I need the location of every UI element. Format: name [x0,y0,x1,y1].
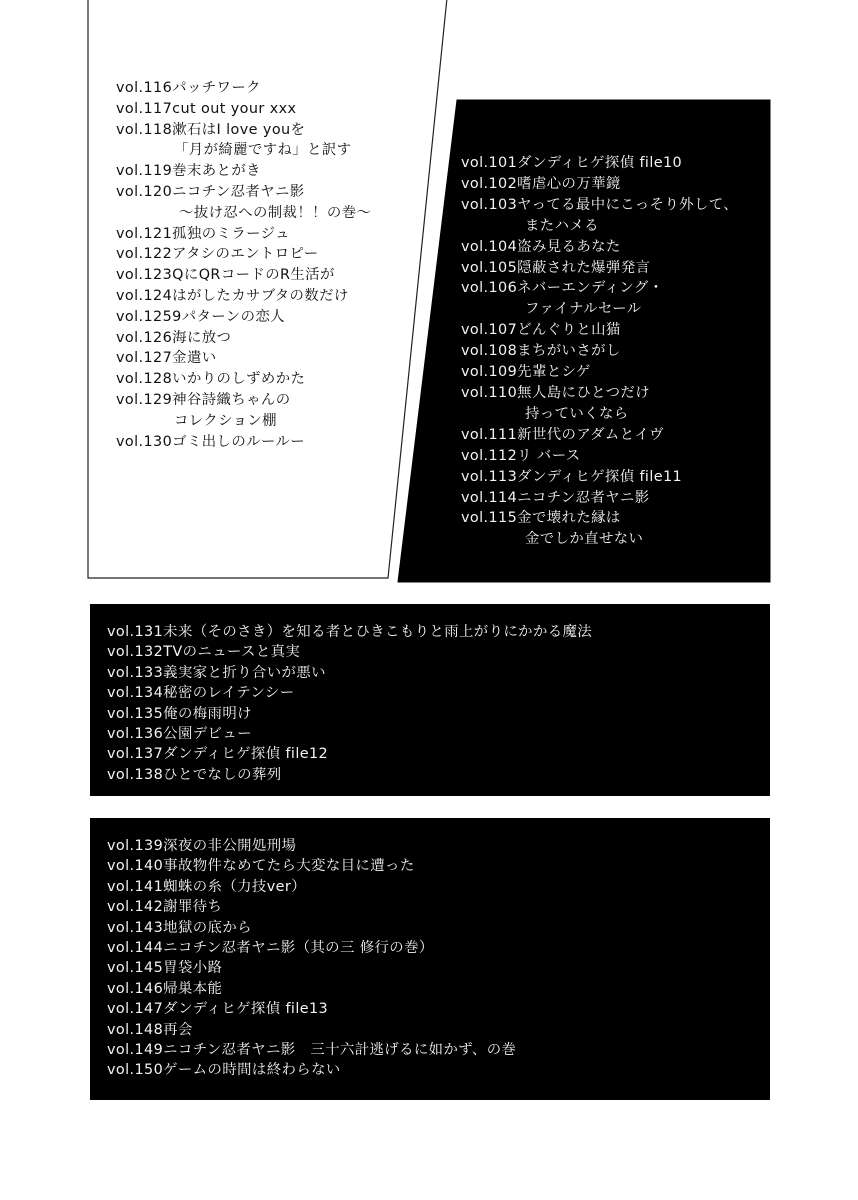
top-left-episode-list [116,78,371,452]
episode-title: リ バース [517,447,581,464]
episode-number: vol.131 [107,624,164,640]
episode-title: どんぐりと山猫 [517,322,621,339]
episode-number: vol.136 [107,726,164,743]
episode-number: vol.144 [107,940,164,957]
episode-item [107,938,516,958]
episode-number: vol.116 [116,80,173,96]
episode-number: vol.149 [107,1042,164,1059]
episode-item [107,856,516,876]
episode-title: 海に放つ [172,329,232,346]
episode-item [107,765,592,785]
episode-number: vol.124 [116,287,173,304]
episode-number: vol.132 [107,644,164,661]
episode-number: vol.108 [461,343,518,360]
episode-title: 胃袋小路 [163,960,223,977]
episode-item [116,432,371,453]
episode-title: 金遣い [172,350,217,367]
episode-item [107,1040,516,1060]
episode-number: vol.107 [461,322,518,339]
episode-item [461,425,738,446]
episode-title: 嗜虐心の万華鏡 [517,175,621,192]
episode-item [461,508,738,550]
episode-number: vol.125 [116,308,173,325]
episode-item [461,467,738,488]
episode-item [461,446,738,467]
episode-item [107,836,516,856]
episode-title-continuation: 持っていくなら [525,405,629,422]
episode-item [116,286,371,307]
episode-title: 公園デビュー [163,726,252,743]
episode-item [107,683,592,703]
episode-title: ダンディヒゲ探偵 file13 [163,1001,329,1018]
episode-item [461,153,738,174]
episode-item [107,877,516,897]
episode-number: vol.118 [116,121,173,138]
episode-title: ニコチン忍者ヤニ影（其の三 修行の巻） [163,940,434,957]
episode-item [116,224,371,245]
episode-title: まちがいさがし [517,343,621,360]
episode-item [116,328,371,349]
episode-title-continuation: 金でしか直せない [525,531,644,548]
episode-number: vol.120 [116,183,173,200]
episode-number: vol.106 [461,280,518,297]
episode-number: vol.133 [107,664,164,681]
episode-item [461,258,738,279]
episode-title: 漱石はI love youを [172,121,306,138]
episode-title: 深夜の非公開処刑場 [163,838,297,854]
episode-number: vol.115 [461,510,518,527]
episode-item [116,120,371,162]
episode-title: ゴミ出しのルールー [172,433,306,450]
episode-title: いかりのしずめかた [172,371,306,388]
episode-title: 再会 [163,1021,193,1038]
episode-item [461,383,738,425]
episode-number: vol.111 [461,426,518,443]
episode-item [461,195,738,237]
episode-number: vol.143 [107,919,164,936]
middle-episode-list [107,622,592,785]
episode-title: TVのニュースと真実 [163,644,301,661]
episode-title: ゲームの時間は終わらない [163,1062,341,1079]
episode-title-continuation: 〜抜け忍への制裁！！の巻〜 [179,204,372,221]
episode-title: ニコチン忍者ヤニ影 [517,489,650,506]
episode-title: パッチワーク [172,80,261,96]
episode-title: 俺の梅雨明け [163,705,252,722]
episode-number: vol.121 [116,225,173,242]
episode-item [107,918,516,938]
episode-number: vol.105 [461,259,518,276]
episode-number: vol.126 [116,329,173,346]
episode-number: vol.119 [116,163,173,180]
episode-item [116,369,371,390]
episode-item [461,488,738,509]
episode-item [116,307,371,328]
episode-number: vol.114 [461,489,518,506]
episode-title: 無人島にひとつだけ [517,384,651,401]
episode-item [116,78,371,99]
episode-title: 蜘蛛の糸（力技ver） [163,878,306,895]
episode-title: アタシのエントロピー [172,246,319,263]
episode-item [107,724,592,744]
episode-item [107,1020,516,1040]
episode-item [107,1060,516,1080]
episode-item [107,642,592,662]
episode-item [107,999,516,1019]
episode-number: vol.145 [107,960,164,977]
episode-item [461,278,738,320]
episode-title: 孤独のミラージュ [172,225,290,242]
episode-item [461,320,738,341]
episode-title-continuation: 「月が綺麗ですね」と訳す [174,142,352,159]
top-right-episode-list [461,153,738,550]
episode-title: 事故物件なめてたら大変な目に遭った [163,858,415,875]
episode-item [461,174,738,195]
episode-number: vol.141 [107,878,164,895]
episode-item [116,244,371,265]
episode-title: 隠蔽された爆弾発言 [517,259,651,276]
episode-number: vol.102 [461,175,518,192]
episode-item [116,161,371,182]
episode-number: vol.140 [107,858,164,875]
bottom-episode-list [107,836,516,1081]
episode-number: vol.137 [107,746,164,763]
episode-number: vol.104 [461,238,518,255]
episode-item [107,622,592,642]
episode-item [116,390,371,432]
episode-number: vol.127 [116,350,173,367]
episode-title: はがしたカサブタの数だけ [172,287,349,304]
episode-title: 新世代のアダムとイヴ [517,426,665,443]
episode-title-continuation: ファイナルセール [525,301,642,318]
episode-title: cut out your xxx [172,100,297,117]
episode-title: ニコチン忍者ヤニ影 [172,183,305,200]
episode-title: 9パターンの恋人 [172,308,285,325]
episode-number: vol.123 [116,267,173,284]
episode-title: ひとでなしの葬列 [163,766,282,783]
episode-number: vol.142 [107,899,164,916]
episode-title: 義実家と折り合いが悪い [163,664,326,681]
episode-number: vol.113 [461,468,518,485]
episode-number: vol.146 [107,980,164,997]
episode-number: vol.110 [461,384,518,401]
episode-number: vol.109 [461,364,518,381]
episode-item [107,897,516,917]
episode-item [107,958,516,978]
episode-item [116,99,371,120]
episode-item [116,182,371,224]
episode-title: ダンディヒゲ探偵 file10 [517,155,683,171]
episode-number: vol.139 [107,838,164,854]
episode-number: vol.138 [107,766,164,783]
episode-title: ニコチン忍者ヤニ影 三十六計逃げるに如かず、の巻 [163,1042,517,1059]
episode-number: vol.147 [107,1001,164,1018]
episode-number: vol.128 [116,371,173,388]
episode-number: vol.130 [116,433,173,450]
episode-item [461,237,738,258]
episode-item [461,341,738,362]
episode-title: 神谷詩織ちゃんの [172,391,291,408]
episode-item [107,704,592,724]
episode-title: 地獄の底から [163,919,252,936]
episode-title: 帰巣本能 [163,980,223,997]
episode-title: 謝罪待ち [163,899,223,916]
episode-title: 未来（そのさき）を知る者とひきこもりと雨上がりにかかる魔法 [163,624,593,640]
episode-title-continuation: またハメる [525,217,599,234]
episode-item [107,663,592,683]
episode-title: QにQRコードのR生活が [172,267,335,284]
episode-number: vol.148 [107,1021,164,1038]
episode-title: 先輩とシゲ [517,364,591,381]
episode-number: vol.129 [116,391,173,408]
episode-title: 金で壊れた縁は [517,510,621,527]
episode-title: ダンディヒゲ探偵 file11 [517,468,683,485]
episode-title: 秘密のレイテンシー [163,685,295,702]
episode-title: ヤってる最中にこっそり外して、 [517,196,739,213]
episode-title: 盗み見るあなた [517,238,621,255]
episode-number: vol.135 [107,705,164,722]
episode-number: vol.134 [107,685,164,702]
episode-title-continuation: コレクション棚 [174,412,277,429]
episode-number: vol.117 [116,100,173,117]
episode-title: ダンディヒゲ探偵 file12 [163,746,329,763]
episode-number: vol.103 [461,196,518,213]
episode-number: vol.150 [107,1062,164,1079]
episode-number: vol.112 [461,447,518,464]
episode-number: vol.122 [116,246,173,263]
episode-item [461,362,738,383]
episode-item [116,348,371,369]
episode-item [107,744,592,764]
episode-title: ネバーエンディング・ [517,280,664,297]
episode-item [107,979,516,999]
episode-item [116,265,371,286]
episode-title: 巻末あとがき [172,163,261,180]
episode-number: vol.101 [461,155,518,171]
